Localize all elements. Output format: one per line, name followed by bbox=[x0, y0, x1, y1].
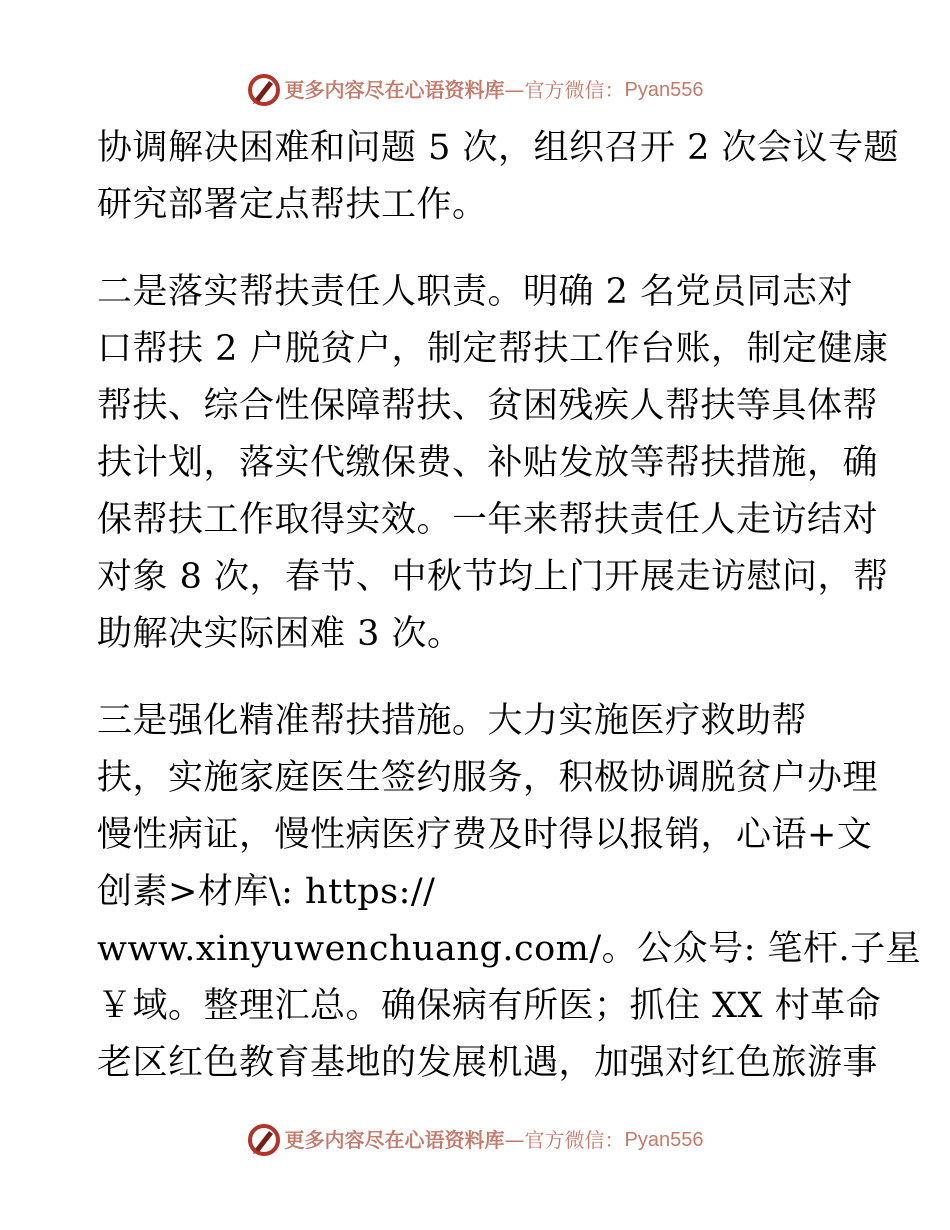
text-line: 帮扶、综合性保障帮扶、贫困残疾人帮扶等具体帮 bbox=[97, 386, 879, 426]
document-body bbox=[97, 120, 922, 1092]
text-line: 慢性病证，慢性病医疗费及时得以报销，心语+文 bbox=[97, 815, 873, 855]
paragraph-3 bbox=[97, 693, 922, 1092]
text-line: 助解决实际困难 3 次。 bbox=[97, 614, 463, 654]
text-line: 口帮扶 2 户脱贫户，制定帮扶工作台账，制定健康 bbox=[97, 329, 889, 369]
pen-logo-icon bbox=[247, 1123, 281, 1157]
text-line: 三是强化精准帮扶措施。大力实施医疗救助帮 bbox=[97, 701, 808, 741]
text-line: 研究部署定点帮扶工作。 bbox=[97, 185, 488, 225]
header-banner bbox=[0, 70, 950, 110]
banner-dash: — bbox=[504, 1128, 525, 1152]
text-line: 扶，实施家庭医生签约服务，积极协调脱贫户办理 bbox=[97, 758, 879, 798]
banner-side-text: 官方微信： bbox=[524, 1128, 625, 1152]
banner-account: Pyan556 bbox=[624, 1129, 704, 1151]
text-line: 保帮扶工作取得实效。一年来帮扶责任人走访结对 bbox=[97, 500, 879, 540]
text-line: 协调解决困难和问题 5 次，组织召开 2 次会议专题 bbox=[97, 128, 900, 168]
text-line: ￥域。整理汇总。确保病有所医；抓住 XX 村革命 bbox=[97, 986, 882, 1026]
text-line: www.xinyuwenchuang.com/。公众号: 笔杆.子星 bbox=[97, 929, 922, 969]
paragraph-2 bbox=[97, 264, 889, 663]
banner-dash: — bbox=[504, 78, 525, 102]
footer-banner bbox=[0, 1120, 950, 1160]
banner-side-text: 官方微信： bbox=[524, 78, 625, 102]
text-line: 扶计划，落实代缴保费、补贴发放等帮扶措施，确 bbox=[97, 443, 879, 483]
text-line: 二是落实帮扶责任人职责。明确 2 名党员同志对 bbox=[97, 272, 854, 312]
text-line: 创素>材库\: https:// bbox=[97, 872, 436, 912]
text-line: 老区红色教育基地的发展机遇，加强对红色旅游事 bbox=[97, 1043, 879, 1083]
text-line: 对象 8 次，春节、中秋节均上门开展走访慰问，帮 bbox=[97, 557, 889, 597]
banner-main-text: 更多内容尽在心语资料库 bbox=[284, 78, 505, 102]
pen-logo-icon bbox=[247, 73, 281, 107]
banner-main-text: 更多内容尽在心语资料库 bbox=[284, 1128, 505, 1152]
banner-account: Pyan556 bbox=[624, 79, 704, 101]
paragraph-1 bbox=[97, 120, 900, 234]
